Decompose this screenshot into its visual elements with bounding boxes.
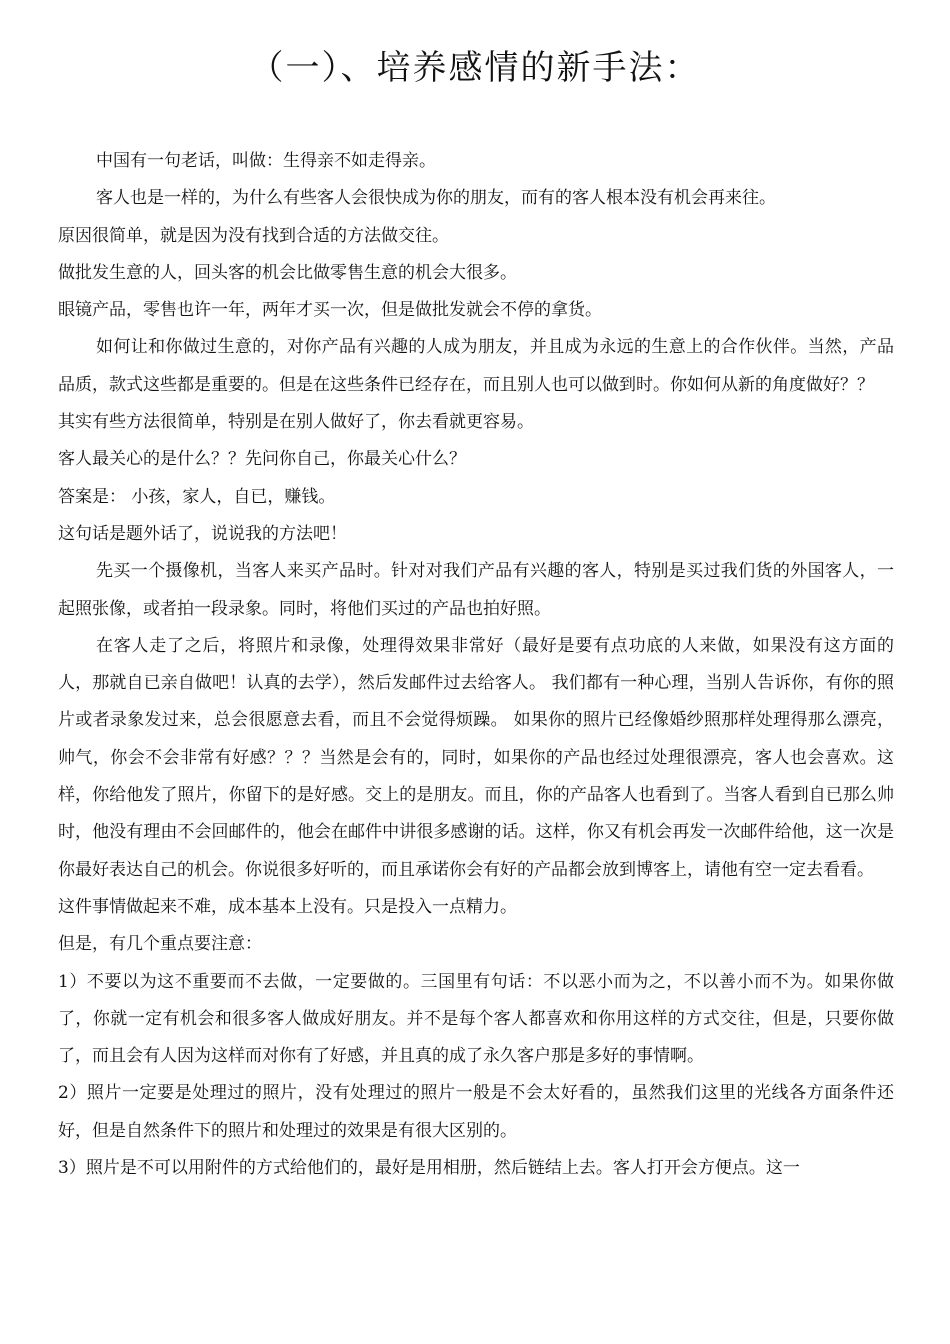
paragraph: 客人也是一样的，为什么有些客人会很快成为你的朋友，而有的客人根本没有机会再来往。 <box>96 188 776 209</box>
paragraph: 其实有些方法很简单，特别是在别人做好了，你去看就更容易。 <box>58 412 534 433</box>
document-title: （一）、培养感情的新手法： <box>249 48 701 88</box>
document-body <box>58 143 894 1187</box>
paragraph: 但是，有几个重点要注意： <box>58 934 262 955</box>
paragraph: 做批发生意的人，回头客的机会比做零售生意的机会大很多。 <box>58 262 517 283</box>
paragraph: 3）照片是不可以用附件的方式给他们的，最好是用相册，然后链结上去。客人打开会方便点。这一 <box>58 1158 800 1179</box>
paragraph: 2）照片一定要是处理过的照片，没有处理过的照片一般是不会太好看的，虽然我们这里的光线各方面条件还好，但是自然条件下的照片和处理过的效果是有很大区别的。 <box>58 1083 894 1141</box>
paragraph: 在客人走了之后，将照片和录像，处理得效果非常好（最好是要有点功底的人来做，如果没有这方面的人，那就自已亲自做吧！认真的去学），然后发邮件过去给客人。 我们都有一种心理，当别人告诉你，有你的照片或者录象发过来，总会很愿意去看，而且不会觉得烦躁。 如果你的照片已经像婚纱照那样处理得那么漂亮，帅气，你会不会非常有好感？？？当然是会有的，同时，如果你的产品也经过处理很漂亮，客人也会喜欢。这样，你给他发了照片，你留下的是好感。交上的是朋友。而且，你的产品客人也看到了。当客人看到自已那么帅时，他没有理由不会回邮件的，他会在邮件中讲很多感谢的话。这样，你又有机会再发一次邮件给他，这一次是你最好表达自己的机会。你说很多好听的，而且承诺你会有好的产品都会放到博客上，请他有空一定去看看。 <box>58 635 894 880</box>
paragraph: 中国有一句老话，叫做：生得亲不如走得亲。 <box>96 151 436 171</box>
paragraph: 先买一个摄像机，当客人来买产品时。针对对我们产品有兴趣的客人，特别是买过我们货的外国客人，一起照张像，或者拍一段录象。同时，将他们买过的产品也拍好照。 <box>58 561 894 619</box>
paragraph: 客人最关心的是什么？？先问你自己，你最关心什么？ <box>58 449 466 470</box>
paragraph: 眼镜产品，零售也许一年，两年才买一次，但是做批发就会不停的拿货。 <box>58 300 602 321</box>
paragraph: 如何让和你做过生意的，对你产品有兴趣的人成为朋友，并且成为永远的生意上的合作伙伴。当然，产品品质，款式这些都是重要的。但是在这些条件已经存在，而且别人也可以做到时。你如何从新的角度做好？？ <box>58 337 894 395</box>
paragraph: 这件事情做起来不难，成本基本上没有。只是投入一点精力。 <box>58 896 517 917</box>
paragraph: 原因很简单，就是因为没有找到合适的方法做交往。 <box>58 225 449 246</box>
paragraph: 1）不要以为这不重要而不去做，一定要做的。三国里有句话：不以恶小而为之，不以善小而不为。如果你做了，你就一定有机会和很多客人做成好朋友。并不是每个客人都喜欢和你用这样的方式交往，但是，只要你做了，而且会有人因为这样而对你有了好感，并且真的成了永久客户那是多好的事情啊。 <box>58 971 894 1067</box>
paragraph: 这句话是题外话了，说说我的方法吧！ <box>58 523 347 544</box>
paragraph: 答案是： 小孩，家人，自已，赚钱。 <box>58 486 336 507</box>
